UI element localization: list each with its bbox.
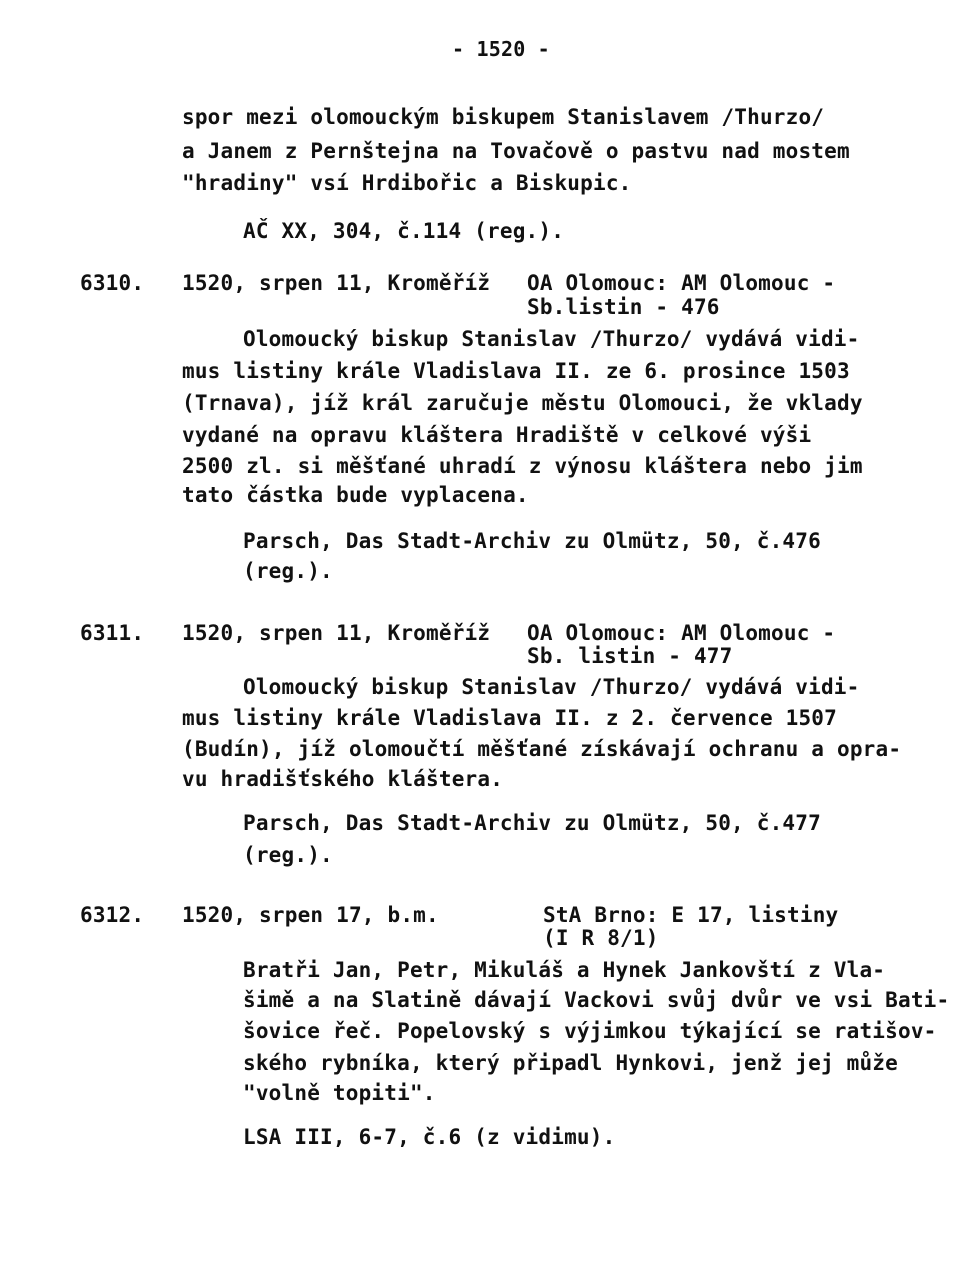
archive-reference: StA Brno: E 17, listiny: [543, 903, 839, 927]
entry-number: 6310.: [80, 271, 145, 295]
text-line: (Trnava), jíž král zaručuje městu Olomouci, že vklady: [182, 391, 863, 415]
text-line: Olomoucký biskup Stanislav /Thurzo/ vydává vidi-: [243, 327, 860, 351]
source-citation: (reg.).: [243, 843, 333, 867]
source-citation: Parsch, Das Stadt-Archiv zu Olmütz, 50, č.476: [243, 529, 821, 553]
text-line: 2500 zl. si měšťané uhradí z výnosu kláštera nebo jim: [182, 454, 863, 478]
entry-date-place: 1520, srpen 17, b.m.: [182, 903, 439, 927]
entry-number: 6311.: [80, 621, 145, 645]
text-line: mus listiny krále Vladislava II. ze 6. prosince 1503: [182, 359, 850, 383]
archive-reference: Sb. listin - 477: [527, 644, 733, 668]
text-line: (Budín), jíž olomoučtí měšťané získávají ochranu a opra-: [182, 737, 902, 761]
text-line: Bratři Jan, Petr, Mikuláš a Hynek Jankovští z Vla-: [243, 958, 886, 982]
entry-date-place: 1520, srpen 11, Kroměříž: [182, 271, 491, 295]
text-line: šimě a na Slatině dávají Vackovi svůj dvůr ve vsi Bati-: [243, 988, 950, 1012]
text-line: ského rybníka, který připadl Hynkovi, jenž jej může: [243, 1051, 898, 1075]
archive-reference: Sb.listin - 476: [527, 295, 720, 319]
text-line: spor mezi olomouckým biskupem Stanislavem /Thurzo/: [182, 105, 825, 129]
text-line: "hradiny" vsí Hrdibořic a Biskupic.: [182, 171, 632, 195]
entry-number: 6312.: [80, 903, 145, 927]
source-citation: AČ XX, 304, č.114 (reg.).: [243, 219, 565, 243]
text-line: Olomoucký biskup Stanislav /Thurzo/ vydává vidi-: [243, 675, 860, 699]
text-line: tato částka bude vyplacena.: [182, 483, 529, 507]
text-line: šovice řeč. Popelovský s výjimkou týkající se ratišov-: [243, 1019, 937, 1043]
text-line: vydané na opravu kláštera Hradiště v celkové výši: [182, 423, 812, 447]
source-citation: (reg.).: [243, 559, 333, 583]
source-citation: Parsch, Das Stadt-Archiv zu Olmütz, 50, č.477: [243, 811, 821, 835]
archive-reference: (I R 8/1): [543, 926, 659, 950]
archive-reference: OA Olomouc: AM Olomouc -: [527, 621, 836, 645]
entry-date-place: 1520, srpen 11, Kroměříž: [182, 621, 491, 645]
text-line: vu hradišťského kláštera.: [182, 767, 504, 791]
text-line: a Janem z Pernštejna na Tovačově o pastvu nad mostem: [182, 139, 850, 163]
text-line: "volně topiti".: [243, 1081, 436, 1105]
text-line: mus listiny krále Vladislava II. z 2. července 1507: [182, 706, 837, 730]
source-citation: LSA III, 6-7, č.6 (z vidimu).: [243, 1125, 616, 1149]
archive-reference: OA Olomouc: AM Olomouc -: [527, 271, 836, 295]
page-number: - 1520 -: [452, 37, 550, 61]
